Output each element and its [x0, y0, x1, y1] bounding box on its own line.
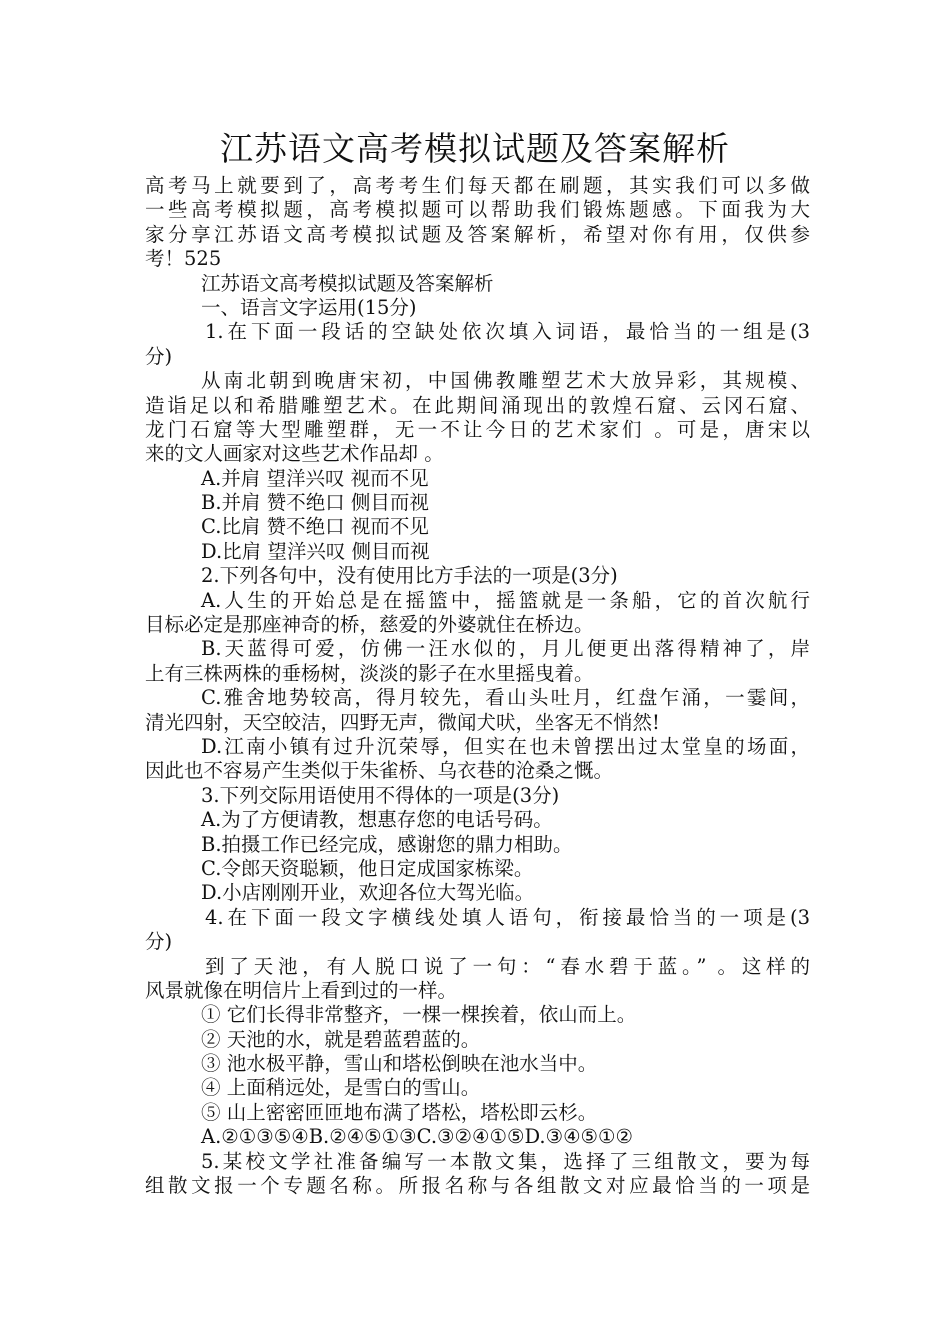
text-line: 组散文报一个专题名称。所报名称与各组散文对应最恰当的一项是 — [145, 1174, 810, 1198]
text-line: 上有三株两株的垂杨树，淡淡的影子在水里摇曳着。 — [145, 661, 594, 685]
text-line: 考！525 — [145, 247, 222, 271]
document-title: 江苏语文高考模拟试题及答案解析 — [220, 129, 730, 168]
text-line: ⑤ 山上密密匝匝地布满了塔松，塔松即云杉。 — [201, 1100, 598, 1124]
text-line: A.人生的开始总是在摇篮中，摇篮就是一条船，它的首次航行 — [201, 588, 810, 612]
text-line: B.拍摄工作已经完成，感谢您的鼎力相助。 — [201, 832, 573, 856]
text-line: A.并肩 望洋兴叹 视而不见 — [201, 466, 429, 490]
text-line: 分) — [145, 930, 173, 954]
text-line: ③ 池水极平静，雪山和塔松倒映在池水当中。 — [201, 1052, 598, 1076]
text-line: 来的文人画家对这些艺术作品却 。 — [145, 442, 444, 466]
text-line: 5.某校文学社准备编写一本散文集，选择了三组散文，要为每 — [201, 1149, 810, 1173]
text-line: 江苏语文高考模拟试题及答案解析 — [201, 271, 494, 295]
text-line: D.江南小镇有过升沉荣辱，但实在也未曾摆出过太堂皇的场面， — [201, 734, 810, 758]
text-line: 一些高考模拟题，高考模拟题可以帮助我们锻炼题感。下面我为大 — [145, 198, 810, 222]
text-line: 目标必定是那座神奇的桥，慈爱的外婆就住在桥边。 — [145, 613, 594, 637]
text-line: 因此也不容易产生类似于朱雀桥、乌衣巷的沧桑之慨。 — [145, 759, 614, 783]
text-line: C.比肩 赞不绝口 视而不见 — [201, 515, 429, 539]
text-line: A.为了方便请教，想惠存您的电话号码。 — [201, 808, 553, 832]
text-line: D.小店刚刚开业，欢迎各位大驾光临。 — [201, 881, 535, 905]
text-line: 家分享江苏语文高考模拟试题及答案解析，希望对你有用，仅供参 — [145, 222, 810, 246]
text-line: 4.在下面一段文字横线处填人语句，衔接最恰当的一项是(3 — [205, 905, 810, 929]
text-line: 风景就像在明信片上看到过的一样。 — [145, 978, 458, 1002]
text-line: 龙门石窟等大型雕塑群，无一不让今日的艺术家们 。可是，唐宋以 — [145, 417, 810, 441]
text-line: 高考马上就要到了，高考考生们每天都在刷题，其实我们可以多做 — [145, 174, 810, 197]
text-line: 2.下列各句中，没有使用比方手法的一项是(3分) — [201, 564, 618, 588]
text-line: B.天蓝得可爱，仿佛一汪水似的，月儿便更出落得精神了，岸 — [201, 637, 810, 661]
text-line: 1.在下面一段话的空缺处依次填入词语，最恰当的一组是(3 — [205, 320, 810, 344]
text-line: ④ 上面稍远处，是雪白的雪山。 — [201, 1076, 481, 1100]
text-line: 造诣足以和希腊雕塑艺术。在此期间涌现出的敦煌石窟、云冈石窟、 — [145, 393, 810, 417]
text-line: A.②①③⑤④B.②④⑤①③C.③②④①⑤D.③④⑤①② — [201, 1125, 633, 1149]
text-line: 一、语言文字运用(15分) — [201, 295, 417, 319]
text-line: ② 天池的水，就是碧蓝碧蓝的。 — [201, 1027, 481, 1051]
text-line: C.令郎天资聪颖，他日定成国家栋梁。 — [201, 856, 534, 880]
text-line: ① 它们长得非常整齐，一棵一棵挨着，依山而上。 — [201, 1003, 637, 1027]
text-line: 分) — [145, 344, 173, 368]
text-line: 到了天池，有人脱口说了一句：“春水碧于蓝。” 。这样的 — [205, 954, 810, 978]
text-line: 从南北朝到晚唐宋初，中国佛教雕塑艺术大放异彩，其规模、 — [201, 369, 810, 393]
text-line: 3.下列交际用语使用不得体的一项是(3分) — [201, 783, 560, 807]
text-line: C.雅舍地势较高，得月较先，看山头吐月，红盘乍涌，一霎间， — [201, 686, 810, 710]
document-body — [145, 174, 810, 1198]
text-line: 清光四射，天空皎洁，四野无声，微闻犬吠，坐客无不悄然! — [145, 710, 660, 734]
text-line: B.并肩 赞不绝口 侧目而视 — [201, 491, 429, 515]
text-line: D.比肩 望洋兴叹 侧目而视 — [201, 539, 430, 563]
